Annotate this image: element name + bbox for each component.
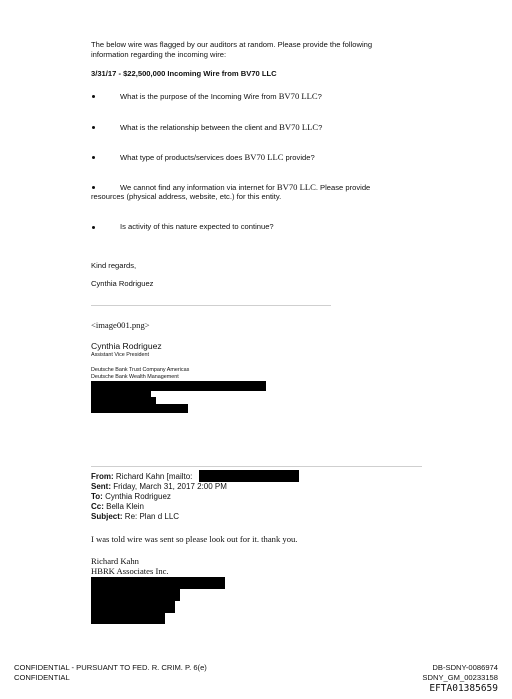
footer-confidential-notice: CONFIDENTIAL - PURSUANT TO FED. R. CRIM. P. 6(e) xyxy=(14,663,207,672)
reply-subject: Subject: Re: Plan d LLC xyxy=(91,512,180,521)
intro-line-2: information regarding the incoming wire: xyxy=(91,50,227,59)
closing: Kind regards, xyxy=(91,261,137,270)
reply-to: To: Cynthia Rodriguez xyxy=(91,492,171,501)
signature-name: Cynthia Rodriguez xyxy=(91,341,162,351)
question-4: We cannot find any information via internet for BV70 LLC. Please provide xyxy=(120,182,371,192)
redaction-block xyxy=(91,404,188,413)
bullet-icon xyxy=(92,186,95,189)
wire-heading: 3/31/17 - $22,500,000 Incoming Wire from BV70 LLC xyxy=(91,69,277,78)
signature-title: Assistant Vice President xyxy=(91,352,150,358)
signature-company-2: Deutsche Bank Wealth Management xyxy=(91,374,179,380)
question-3: What type of products/services does BV70 LLC provide? xyxy=(120,152,315,162)
redaction-block xyxy=(91,577,225,589)
bullet-icon xyxy=(92,95,95,98)
redaction-block xyxy=(91,601,175,613)
redaction-block xyxy=(199,470,299,482)
footer-bates-efta: EFTA01385659 xyxy=(429,683,498,694)
intro-line-1: The below wire was flagged by our auditors at random. Please provide the following xyxy=(91,40,373,49)
footer-bates-db: DB-SDNY-0086974 xyxy=(432,663,498,672)
footer-bates-sdny: SDNY_GM_00233158 xyxy=(422,673,498,682)
reply-signature-name: Richard Kahn xyxy=(91,556,139,566)
redaction-block xyxy=(91,613,165,624)
reply-cc: Cc: Bella Klein xyxy=(91,502,144,511)
question-5: Is activity of this nature expected to continue? xyxy=(120,222,274,231)
reply-body: I was told wire was sent so please look out for it. thank you. xyxy=(91,534,298,544)
redaction-block xyxy=(91,397,156,404)
image-reference: <image001.png> xyxy=(91,320,150,330)
divider xyxy=(91,466,422,467)
footer-confidential: CONFIDENTIAL xyxy=(14,673,70,682)
signature-company-1: Deutsche Bank Trust Company Americas xyxy=(91,367,190,373)
bullet-icon xyxy=(92,226,95,229)
question-1: What is the purpose of the Incoming Wire from BV70 LLC? xyxy=(120,91,322,101)
redaction-block xyxy=(91,381,266,391)
reply-signature-company: HBRK Associates Inc. xyxy=(91,566,169,576)
signer-name: Cynthia Rodriguez xyxy=(91,279,154,288)
divider xyxy=(91,305,331,306)
question-4-line-2: resources (physical address, website, etc.) for this entity. xyxy=(91,192,282,201)
bullet-icon xyxy=(92,126,95,129)
reply-from: From: Richard Kahn [mailto: xyxy=(91,472,193,481)
reply-sent: Sent: Friday, March 31, 2017 2:00 PM xyxy=(91,482,227,491)
bullet-icon xyxy=(92,156,95,159)
question-2: What is the relationship between the client and BV70 LLC? xyxy=(120,122,323,132)
redaction-block xyxy=(91,589,180,601)
